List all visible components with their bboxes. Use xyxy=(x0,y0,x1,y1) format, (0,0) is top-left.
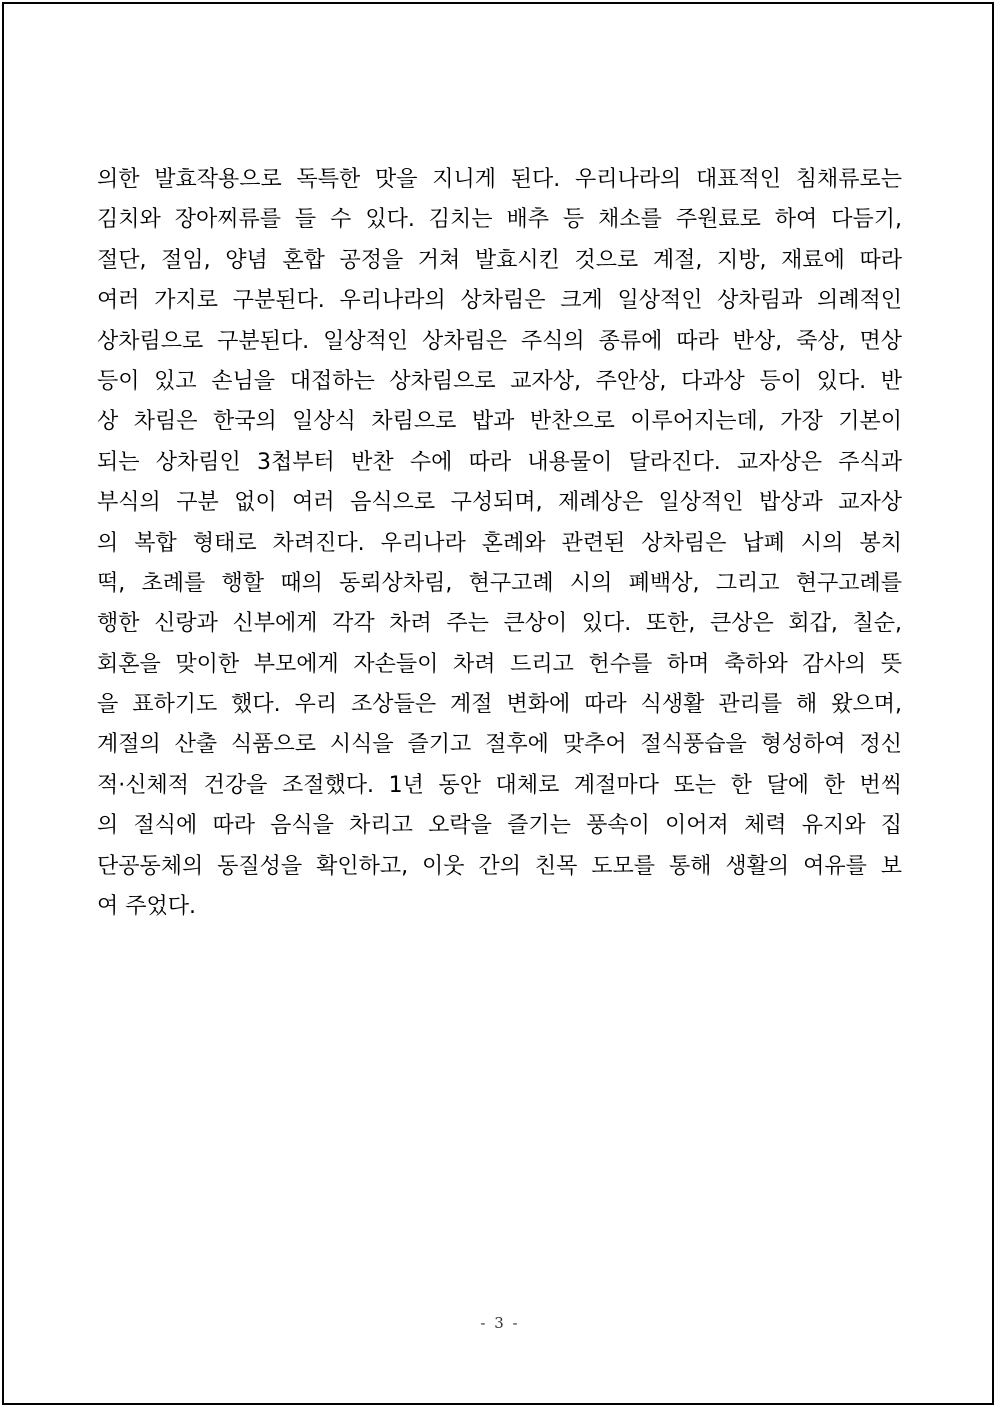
text-line: 절단, 절임, 양념 혼합 공정을 거쳐 발효시킨 것으로 계절, 지방, 재료에 따라 xyxy=(97,247,902,273)
text-line: 의 복합 형태로 차려진다. 우리나라 혼례와 관련된 상차림은 납폐 시의 봉치 xyxy=(97,530,902,556)
text-line-last: 여 주었다. xyxy=(97,894,196,920)
text-line: 등이 있고 손님을 대접하는 상차림으로 교자상, 주안상, 다과상 등이 있다. 반 xyxy=(97,368,902,394)
text-line: 의 절식에 따라 음식을 차리고 오락을 즐기는 풍속이 이어져 체력 유지와 집 xyxy=(97,813,902,839)
text-line: 상차림으로 구분된다. 일상적인 상차림은 주식의 종류에 따라 반상, 죽상, 면상 xyxy=(97,328,902,354)
text-line: 떡, 초례를 행할 때의 동뢰상차림, 현구고례 시의 폐백상, 그리고 현구고례를 xyxy=(97,570,902,596)
text-line: 의한 발효작용으로 독특한 맛을 지니게 된다. 우리나라의 대표적인 침채류로는 xyxy=(97,167,902,192)
page-number: - 3 - xyxy=(480,1314,520,1332)
text-line: 상 차림은 한국의 일상식 차림으로 밥과 반찬으로 이루어지는데, 가장 기본이 xyxy=(97,409,902,435)
text-line: 회혼을 맞이한 부모에게 자손들이 차려 드리고 헌수를 하며 축하와 감사의 뜻 xyxy=(97,651,902,677)
text-line: 행한 신랑과 신부에게 각각 차려 주는 큰상이 있다. 또한, 큰상은 회갑, 칠순, xyxy=(97,611,902,637)
text-line: 단공동체의 동질성을 확인하고, 이웃 간의 친목 도모를 통해 생활의 여유를 보 xyxy=(97,853,902,879)
text-line: 되는 상차림인 3첩부터 반찬 수에 따라 내용물이 달라진다. 교자상은 주식과 xyxy=(97,449,902,475)
text-line: 계절의 산출 식품으로 시식을 즐기고 절후에 맞추어 절식풍습을 형성하여 정신 xyxy=(97,732,902,758)
text-line: 여러 가지로 구분된다. 우리나라의 상차림은 크게 일상적인 상차림과 의례적인 xyxy=(97,288,902,314)
text-line: 부식의 구분 없이 여러 음식으로 구성되며, 제례상은 일상적인 밥상과 교자상 xyxy=(97,490,902,516)
text-line: 적·신체적 건강을 조절했다. 1년 동안 대체로 계절마다 또는 한 달에 한 번씩 xyxy=(97,772,902,798)
text-line: 을 표하기도 했다. 우리 조상들은 계절 변화에 따라 식생활 관리를 해 왔으며, xyxy=(97,692,902,718)
body-paragraph xyxy=(97,160,902,927)
text-line: 김치와 장아찌류를 들 수 있다. 김치는 배추 등 채소를 주원료로 하여 다듬기, xyxy=(97,207,902,233)
